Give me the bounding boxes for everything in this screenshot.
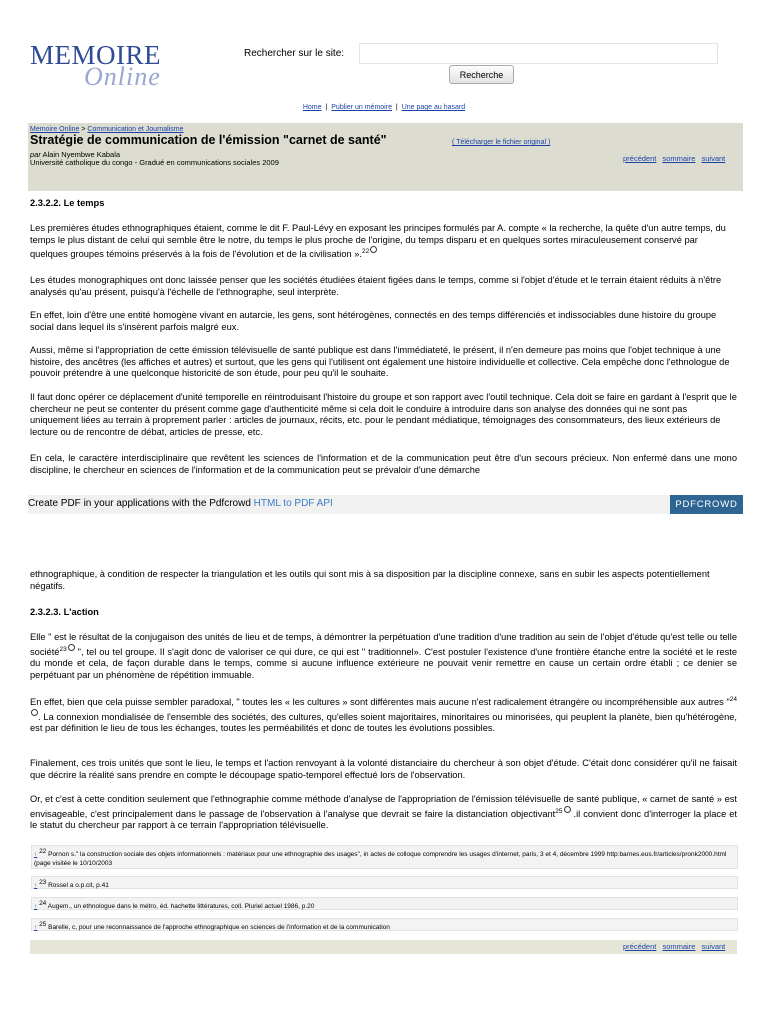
footnote-number: 24	[39, 900, 47, 907]
nav-home-link[interactable]: Home	[302, 104, 322, 111]
search-label: Rechercher sur le site:	[244, 48, 345, 59]
paragraph: Finalement, ces trois unités que sont le lieu, le temps et l'action renvoyant à la volonté distanciaire du chercheur à son objet d'étude. C'était donc considérer qu'il ne faisait que décrire la réalité sans prendre en compte le découpage spatio-temporel effectué lors de l'observation.	[30, 758, 737, 780]
pager-bottom	[623, 942, 729, 951]
paragraph-text: .il convient donc d'interroger la place et le statut du chercheur par rapport à ce terrain l'appropriation télévisuelle.	[30, 808, 737, 831]
footnote-item	[31, 897, 738, 910]
breadcrumb-category[interactable]: Communication et Journalisme	[87, 126, 184, 133]
footnote-back-arrow-icon[interactable]: ↑	[34, 924, 38, 932]
footnote-item	[31, 845, 738, 869]
paragraph: En cela, le caractère interdisciplinaire que revêtent les sciences de l'information et de la communication peut être d'un secours précieux. Non enfermé dans une mono discipline, le chercheur en sciences de l'information et de la communication peut se prévaloir d'une démarche	[30, 453, 737, 475]
footnote-circle-icon[interactable]	[564, 806, 571, 813]
paragraph-text: Elle " est le résultat de la conjugaison des unités de lieu et de temps, à démontrer la perpétuation d'une tradition d'une tradition au sein de l'objet d'étude qu'est telle ou telle société	[30, 632, 737, 657]
section-heading-temps: 2.3.2.2. Le temps	[30, 198, 105, 208]
page-title: Stratégie de communication de l'émission "carnet de santé"	[30, 133, 387, 147]
pager-next-link[interactable]: suivant	[701, 942, 726, 951]
footnote-text: Pornon s." la construction sociale des objets informationnels : matériaux pour une ethnographie des usages", in actes de colloque comprendre les usages d'internet, paris, 3 et 4, décembre 1999 http:barnes.eus.fr/articles/pronk2000.html (page visitée le 10/10/2003	[34, 851, 727, 868]
logo-word-memoire: MEMOIRE	[30, 40, 161, 70]
affiliation: Université catholique du congo - Gradué en communications sociales 2009	[30, 158, 279, 167]
footnote-back-arrow-icon[interactable]: ↑	[34, 882, 38, 890]
paragraph: ethnographique, à condition de respecter la triangulation et les outils qui sont mis à sa disposition par la discipline connexe, sans en subir les aspects potentiellement négatifs.	[30, 569, 710, 591]
breadcrumb-separator: >	[81, 126, 86, 133]
breadcrumb	[30, 126, 184, 133]
author-prefix: par	[30, 150, 41, 159]
pdfcrowd-badge[interactable]: PDFCROWD	[670, 495, 743, 514]
footnote-number: 22	[39, 848, 47, 855]
pager-summary-link[interactable]: sommaire	[662, 942, 696, 951]
footnote-item	[31, 918, 738, 931]
nav-separator: |	[325, 104, 328, 111]
pdfcrowd-bar	[28, 495, 743, 514]
footnote-text: Barelle, c, pour une reconnaissance de l'approche ethnographique en sciences de l'information et de la communication	[48, 924, 390, 932]
footnote-number: 23	[39, 879, 47, 886]
paragraph-text: Les premières études ethnographiques étaient, comme le dit F. Paul-Lévy en exposant les principes formulés par A. compte « la recherche, la quête d'un autre temps, du temps le plus distant de celui qui semble être le notre, du temps le plus proche de l'origine, du temps disparu et en quelques sortes miraculeusement conservé par quelques groupes témoins préservés à la fois de l'évolution et de la civilisation ».	[30, 223, 726, 260]
footnote-ref-22[interactable]: 22	[362, 248, 370, 256]
paragraph	[30, 794, 737, 832]
paragraph: Il faut donc opérer ce déplacement d'unité temporelle en réintroduisant l'histoire du groupe et son rapport avec l'outil technique. Cela doit se faire en gardant à l'esprit que le chercheur ne peut se contenter du présent comme gage d'authenticité même si cela doit le conduire à introduire dans son analyse des données qui ne sont pas uniquement liées au terrain à proprement parler : articles de journaux, récits, etc. pour le pendant médiatique, témoignages des consommateurs, des lieux extérieurs de lecture ou de rencontre de débat, articles de presse, etc.	[30, 392, 737, 437]
nav-publish-link[interactable]: Publier un mémoire	[331, 104, 392, 111]
paragraph-text: En effet, bien que cela puisse sembler paradoxal, " toutes les « les cultures » sont différentes mais aucune n'est radicalement étrangère ou incompréhensible aux autres "	[30, 697, 730, 708]
top-nav	[0, 104, 768, 111]
footnote-back-arrow-icon[interactable]: ↑	[34, 851, 38, 859]
pager-summary-link[interactable]: sommaire	[662, 154, 696, 163]
footnote-circle-icon[interactable]	[68, 644, 75, 651]
section-heading-action: 2.3.2.3. L'action	[30, 607, 99, 617]
pdfcrowd-link[interactable]: HTML to PDF API	[253, 498, 333, 509]
footnote-circle-icon[interactable]	[370, 246, 377, 253]
paragraph: Les études monographiques ont donc laissée penser que les sociétés étudiées étaient figées dans le temps, comme si l'objet d'étude et le terrain étaient réduits à n'être analysés qu'au présent, puisqu'à l'échelle de l'ethnographe, seul interprète.	[30, 275, 722, 297]
paragraph	[30, 694, 737, 735]
logo-word-online: Online	[84, 62, 161, 91]
footnote-ref-25[interactable]: 25	[555, 807, 563, 815]
nav-random-link[interactable]: Une page au hasard	[401, 104, 466, 111]
footnote-ref-23[interactable]: 23	[59, 645, 67, 653]
pager-prev-link[interactable]: précédent	[623, 154, 657, 163]
author-name: Alain Nyembwe Kabala	[42, 150, 121, 159]
paragraph	[30, 632, 737, 681]
pager-next-link[interactable]: suivant	[701, 154, 726, 163]
paragraph-text: ", tel ou tel groupe. Il s'agit donc de valoriser ce qui dure, ce qui est " traditionnel». C'est postuler l'existence d'une frontière étanche entre la société et le reste du monde et cela, de façon durable dans le temps, comme si aucune influence extérieure ne pouvait venir remettre en cause un certain ordre établi ; ce denier se perpétuant par un phénomène de répétition immuable.	[30, 646, 737, 680]
paragraph	[30, 223, 737, 261]
paragraph-text: . La connexion mondialisée de l'ensemble des sociétés, des cultures, qu'elles soient majoritaires, minoritaires ou minorisées, qui peuplent la planète, bien qu'hétérogène, est par définition le lieu de tous les échanges, toutes les perméabilités et donc de toutes les évolutions possibles.	[30, 711, 737, 734]
paragraph-text: Or, et c'est à cette condition seulement que l'ethnographie comme méthode d'analyse de l'appropriation de l'émission télévisuelle de santé publique, « carnet de santé » est envisageable, c'est principalement dans le passage de l'observation à l'analyse que devrait se faire la distanciation objectivant	[30, 794, 737, 819]
pager-top	[623, 154, 729, 163]
site-logo[interactable]	[30, 40, 170, 90]
footnote-text: Rossel a o.p.cit, p.41	[48, 882, 109, 890]
search-button[interactable]: Recherche	[449, 65, 514, 84]
breadcrumb-root[interactable]: Memoire Online	[30, 126, 80, 133]
nav-separator: |	[395, 104, 398, 111]
footnote-text: Augem., un ethnologue dans le métro, éd. hachette littératures, coll. Pluriel actuel 1986, p.20	[47, 903, 315, 911]
pdfcrowd-text: Create PDF in your applications with the Pdfcrowd	[28, 498, 251, 509]
footnote-number: 25	[39, 921, 47, 928]
pager-prev-link[interactable]: précédent	[623, 942, 657, 951]
footnote-ref-24[interactable]: 24	[729, 696, 737, 703]
search-input[interactable]	[359, 43, 718, 64]
footnote-back-arrow-icon[interactable]: ↑	[34, 903, 38, 911]
paragraph: Aussi, même si l'appropriation de cette émission télévisuelle de santé publique est dans l'immédiateté, le présent, il n'en demeure pas moins que l'objet technique à une histoire, des ancêtres (les affiches et autres) et surtout, que les gens qui l'utilisent ont également une histoire individuelle et collective. Cela empêche donc l'ethnologue de pouvoir prétendre à une quelconque historicité de son étude, pour peu qu'il le souhaite.	[30, 345, 730, 379]
download-original-link[interactable]: ( Télécharger le fichier original )	[452, 139, 551, 146]
footnote-item	[31, 876, 738, 889]
paragraph: En effet, loin d'être une entité homogène vivant en autarcie, les gens, sont hétérogènes, connectés en des temps différenciés et indissociables dune histoire du groupe social dans lequel ils s'insèrent parfois malgré eux.	[30, 310, 717, 332]
footnote-circle-icon[interactable]	[31, 709, 38, 716]
